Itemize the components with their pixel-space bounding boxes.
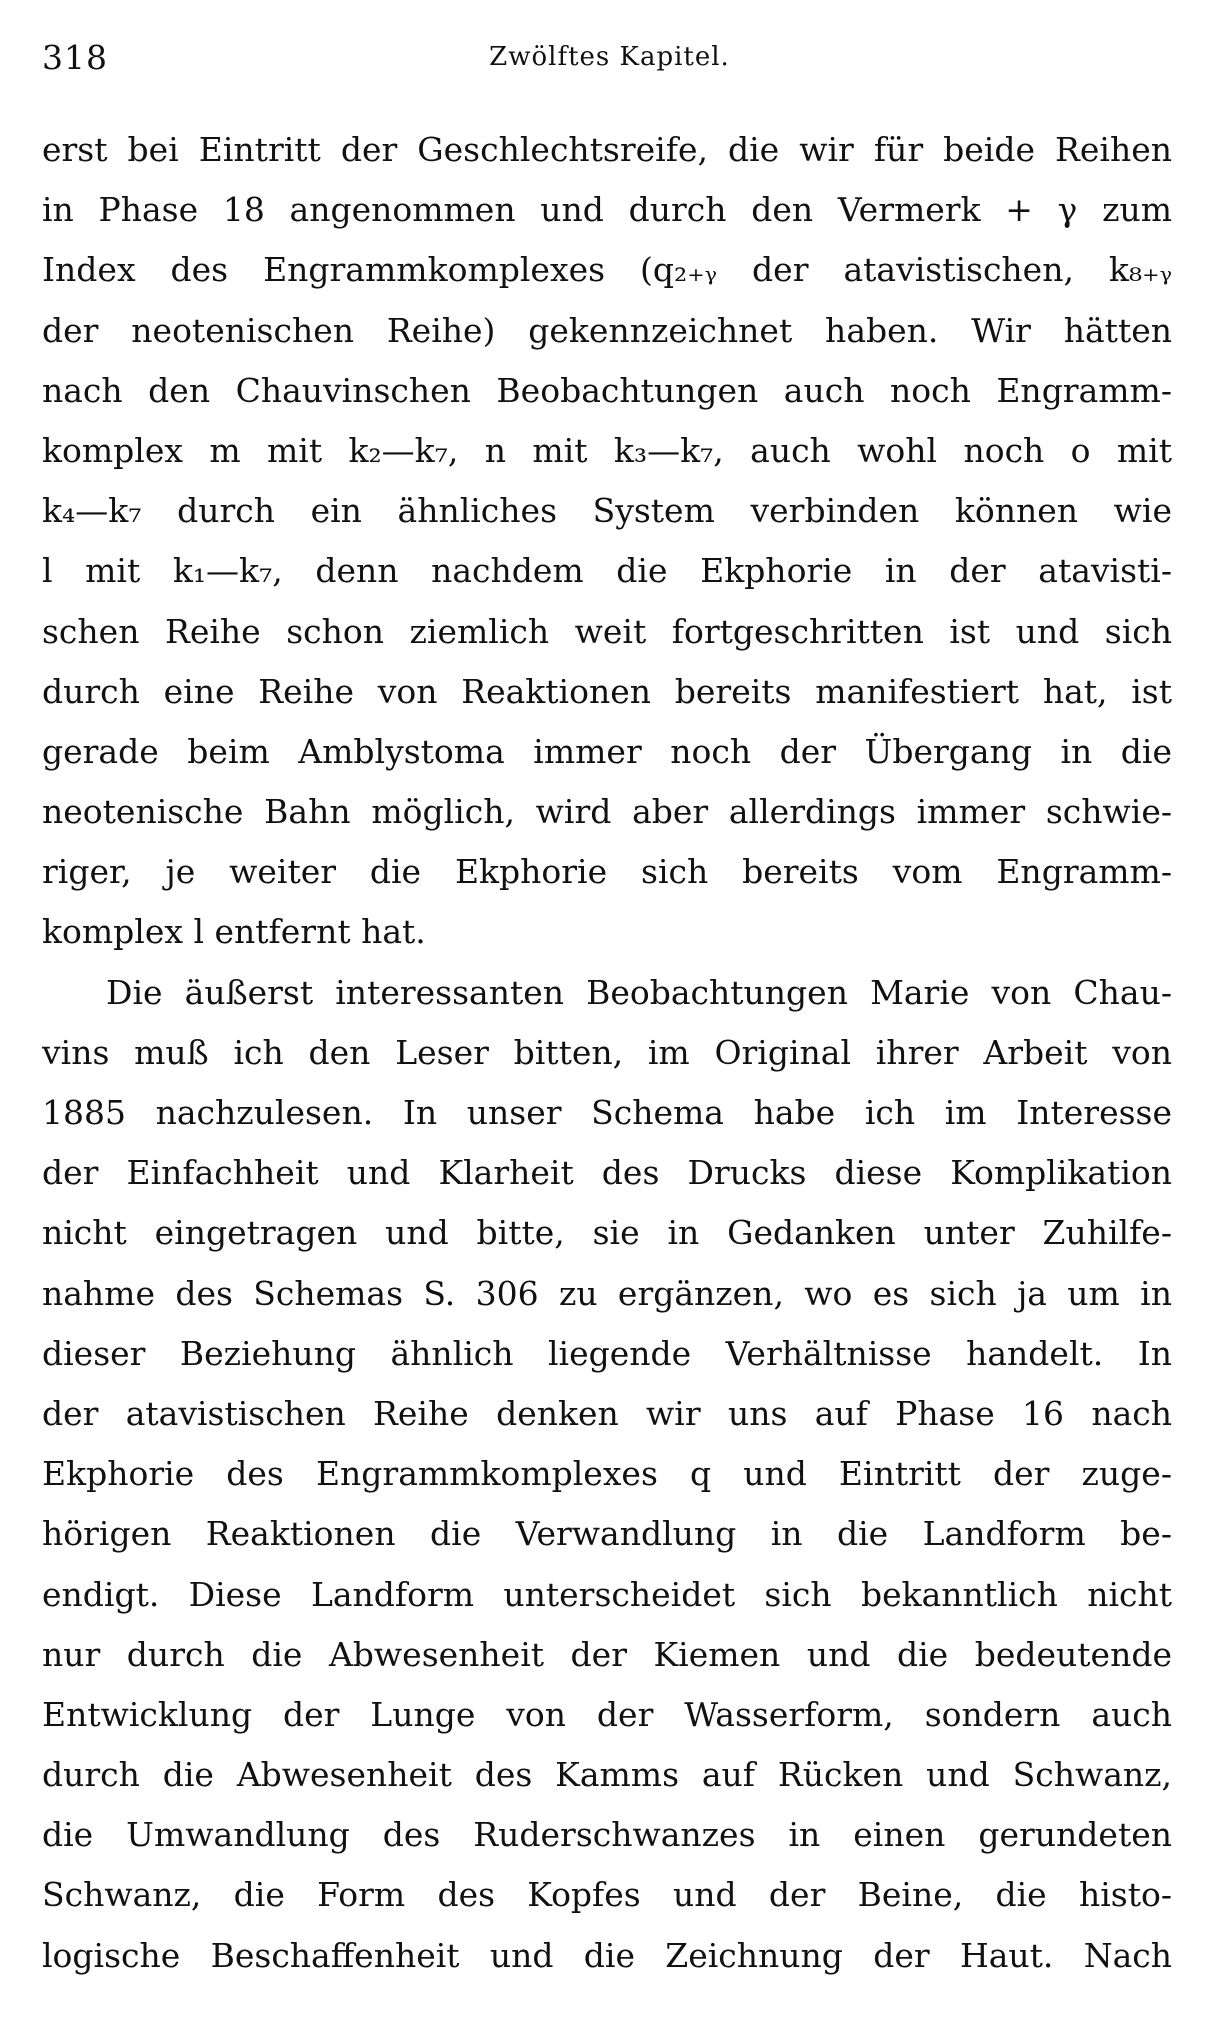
text-line: gerade beim Amblystoma immer noch der Übergang in die [42,731,1172,771]
text-line: hörigen Reaktionen die Verwandlung in die Landform be- [42,1514,1172,1554]
page-number: 318 [42,38,108,77]
text-line: der Einfachheit und Klarheit des Drucks diese Komplikation [42,1153,1172,1193]
text-line: nur durch die Abwesenheit der Kiemen und die bedeutende [42,1634,1172,1674]
text-line: neotenische Bahn möglich, wird aber allerdings immer schwie- [42,792,1172,832]
text-line: der neotenischen Reihe) gekennzeichnet haben. Wir hätten [42,310,1172,350]
text-line: l mit k₁—k₇, denn nachdem die Ekphorie in der atavisti- [42,551,1172,591]
text-line: nahme des Schemas S. 306 zu ergänzen, wo es sich ja um in [42,1273,1172,1313]
text-line: nach den Chauvinschen Beobachtungen auch noch Engramm- [42,370,1172,410]
text-line: logische Beschaffenheit und die Zeichnung der Haut. Nach [42,1935,1172,1975]
text-line: komplex m mit k₂—k₇, n mit k₃—k₇, auch wohl noch o mit [42,430,1172,470]
text-line: Index des Engrammkomplexes (q₂₊ᵧ der atavistischen, k₈₊ᵧ [42,250,1172,290]
text-line: in Phase 18 angenommen und durch den Vermerk + γ zum [42,190,1172,230]
text-line: 1885 nachzulesen. In unser Schema habe ich im Interesse [42,1093,1172,1132]
text-line: der atavistischen Reihe denken wir uns auf Phase 16 nach [42,1393,1172,1433]
paragraph [42,120,1172,963]
text-line: durch eine Reihe von Reaktionen bereits manifestiert hat, ist [42,671,1172,711]
text-line: riger, je weiter die Ekphorie sich bereits vom Engramm- [42,852,1172,892]
page-header [42,38,1177,82]
text-line: Die äußerst interessanten Beobachtungen Marie von Chau- [106,972,1172,1012]
text-line: vins muß ich den Leser bitten, im Original ihrer Arbeit von [42,1032,1172,1072]
text-line: komplex l entfernt hat. [42,912,426,952]
text-line: endigt. Diese Landform unterscheidet sich bekanntlich nicht [42,1574,1172,1614]
text-line: Schwanz, die Form des Kopfes und der Beine, die histo- [42,1875,1172,1915]
body-text [42,120,1172,1986]
text-line: Entwicklung der Lunge von der Wasserform, sondern auch [42,1694,1172,1734]
text-line: schen Reihe schon ziemlich weit fortgeschritten ist und sich [42,611,1172,651]
text-line: durch die Abwesenheit des Kamms auf Rücken und Schwanz, [42,1755,1172,1795]
text-line: die Umwandlung des Ruderschwanzes in einen gerundeten [42,1815,1172,1855]
text-line: erst bei Eintritt der Geschlechtsreife, die wir für beide Reihen [42,130,1172,169]
text-line: nicht eingetragen und bitte, sie in Gedanken unter Zuhilfe- [42,1213,1172,1253]
paragraph [42,963,1172,1986]
text-line: Ekphorie des Engrammkomplexes q und Eintritt der zuge- [42,1454,1172,1494]
running-head: Zwölftes Kapitel. [489,42,730,72]
text-line: k₄—k₇ durch ein ähnliches System verbinden können wie [42,491,1172,531]
text-line: dieser Beziehung ähnlich liegende Verhältnisse handelt. In [42,1333,1172,1373]
